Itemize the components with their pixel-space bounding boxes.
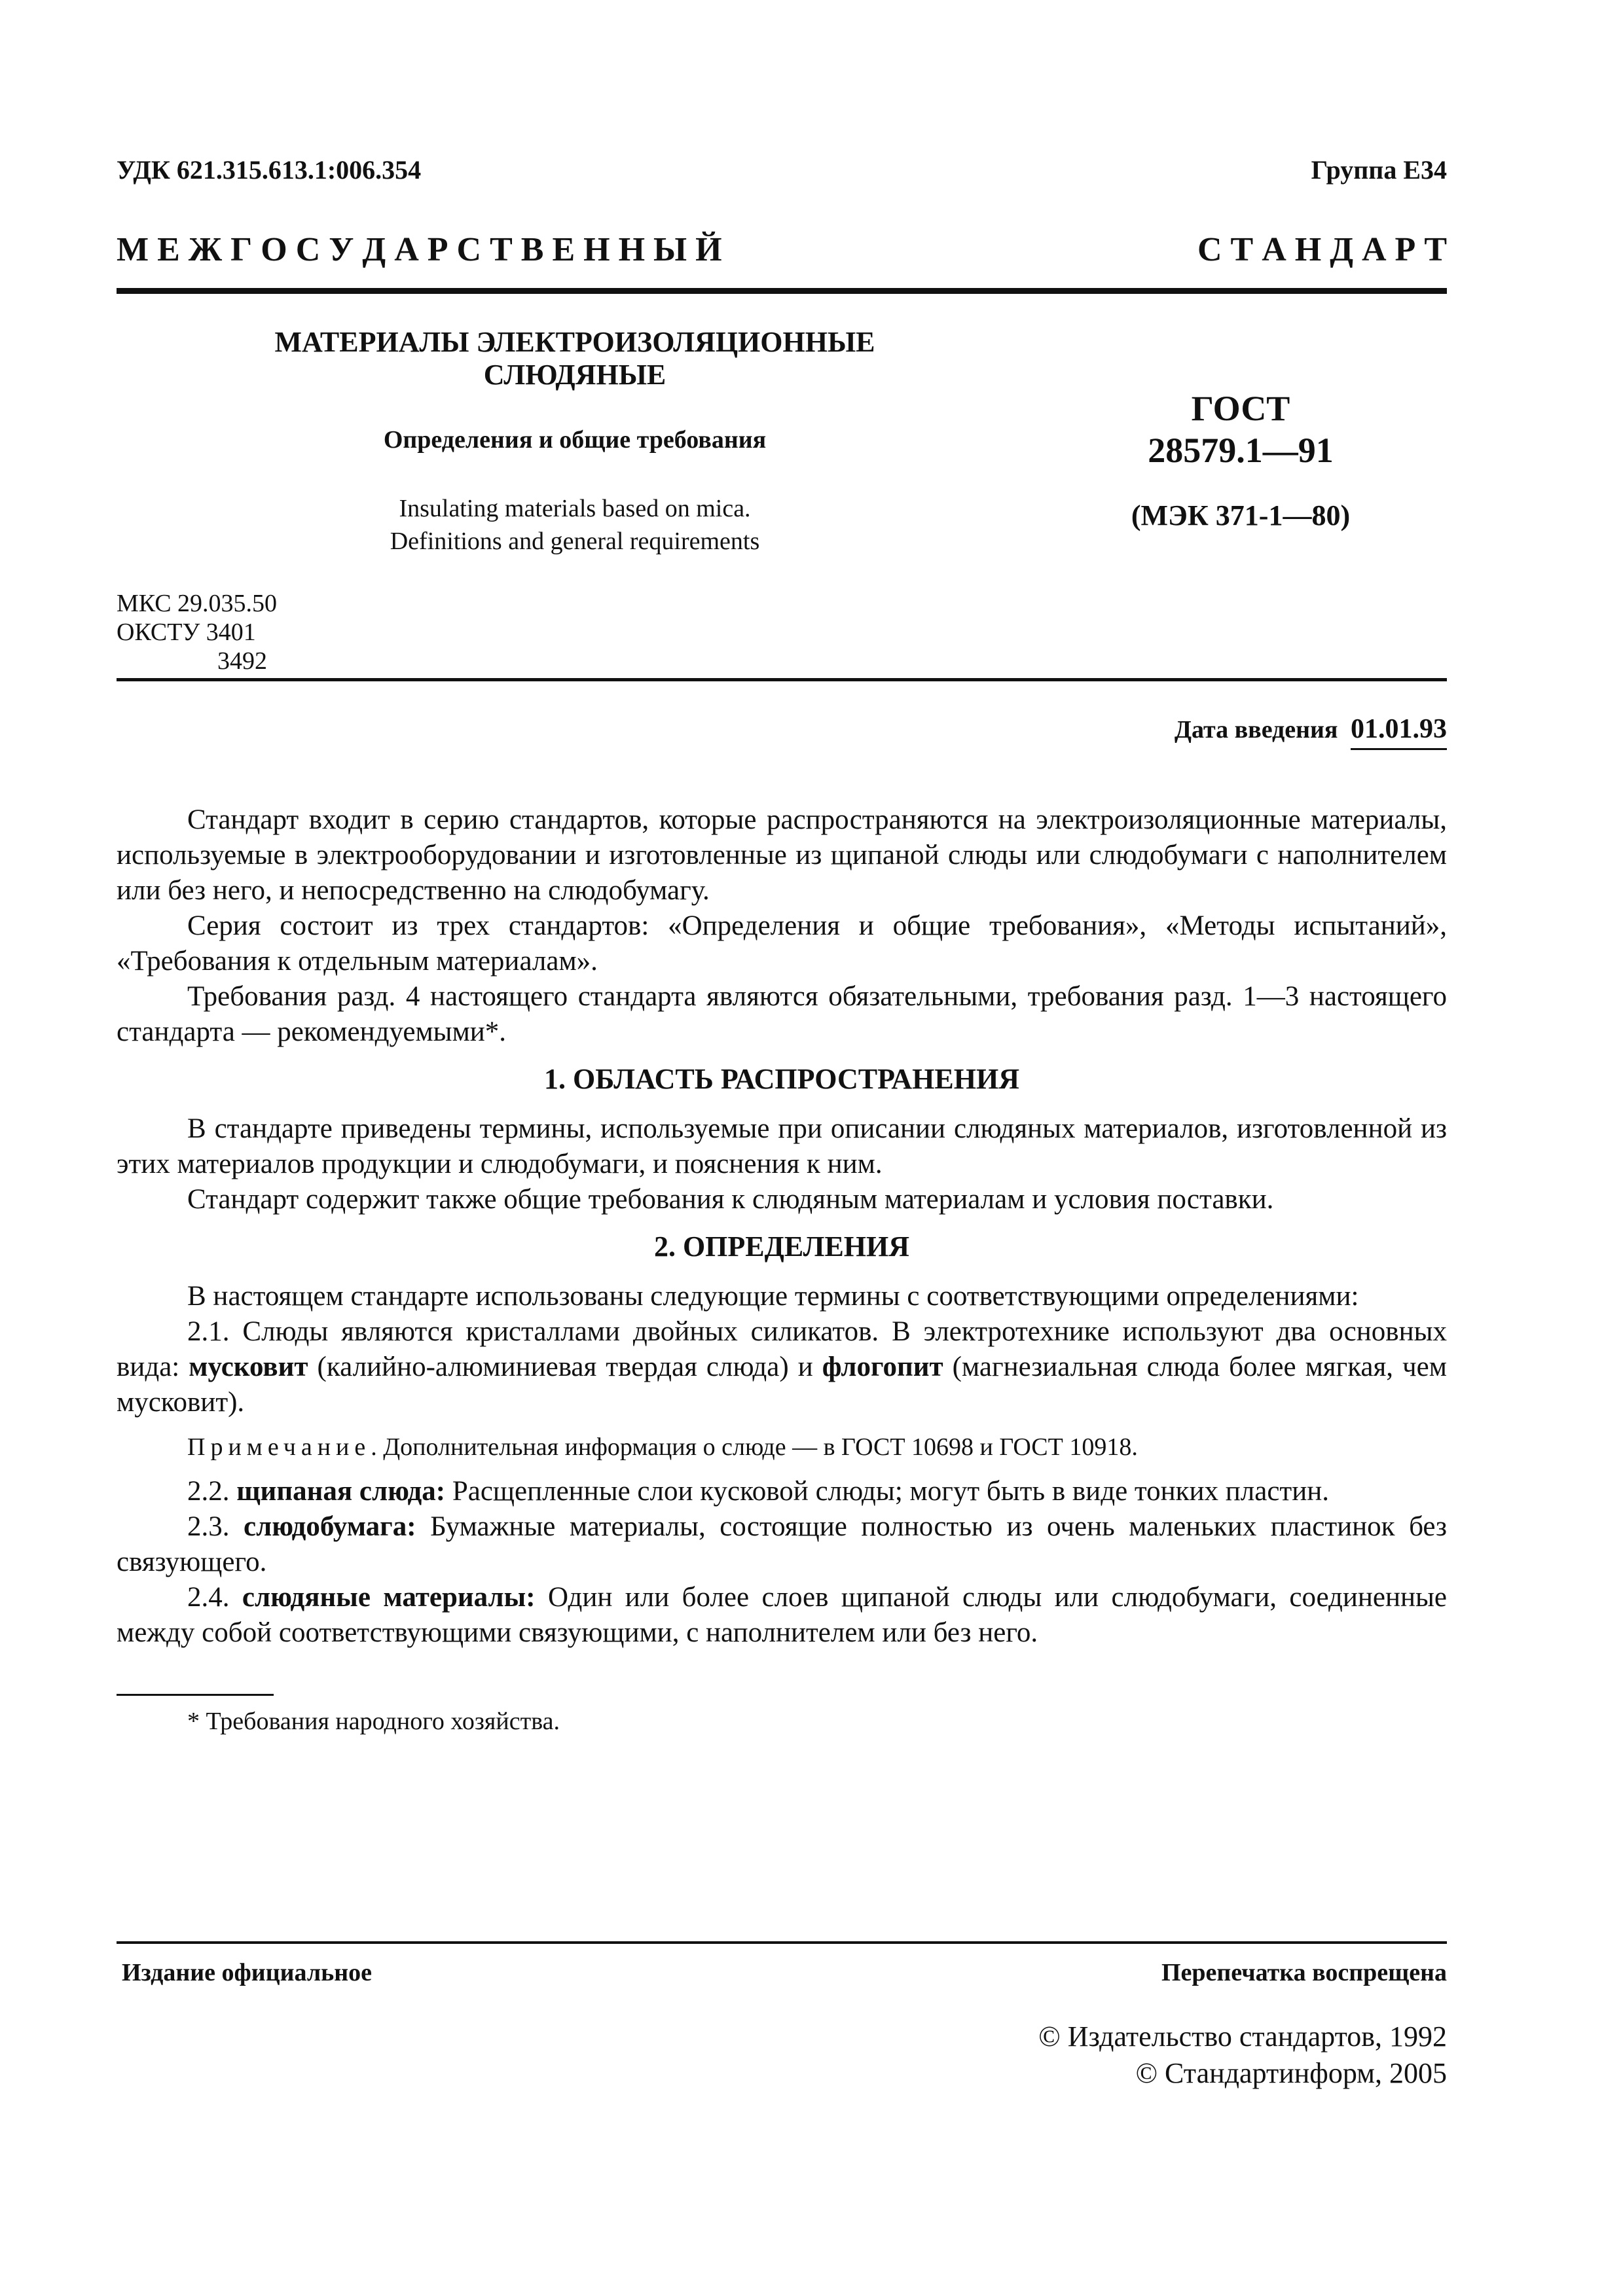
term-mica-paper: слюдобумага:	[244, 1511, 416, 1542]
document-body	[117, 802, 1447, 1651]
copyright-line-2: © Стандартинформ, 2005	[1135, 2057, 1447, 2089]
group-code: Группа Е34	[1311, 155, 1447, 185]
footnote: * Требования народного хозяйства.	[187, 1708, 560, 1735]
document-title	[117, 326, 1033, 391]
term-split-mica: щипаная слюда:	[236, 1476, 446, 1507]
note-label: Примечание	[187, 1433, 371, 1461]
gost-label: ГОСТ	[1191, 389, 1290, 428]
english-title-line-2: Definitions and general requirements	[390, 528, 760, 555]
official-edition: Издание официальное	[122, 1959, 373, 1986]
term-mica-materials: слюдяные материалы:	[242, 1582, 536, 1613]
date-value: 01.01.93	[1351, 714, 1447, 750]
footer-rule	[117, 1941, 1447, 1944]
header-bottom-rule	[117, 678, 1447, 681]
reprint-prohibited: Перепечатка воспрещена	[1161, 1959, 1447, 1986]
section-2-heading: 2. ОПРЕДЕЛЕНИЯ	[653, 1230, 910, 1263]
note-paragraph	[117, 1429, 1447, 1465]
okstu-code-1: ОКСТУ 3401	[117, 619, 256, 646]
clause-2-1-text-c: (магнезиальная слюда более мягкая, чем мусковит).	[117, 1352, 1447, 1418]
udk-code: УДК 621.315.613.1:006.354	[117, 155, 422, 185]
iec-designation: (МЭК 371-1—80)	[1131, 499, 1351, 531]
footnote-rule	[117, 1694, 274, 1696]
banner-word-standard: С Т А Н Д А Р Т	[1197, 231, 1447, 268]
date-label: Дата введения	[1174, 716, 1338, 744]
clause-2-4-number: 2.4.	[187, 1582, 242, 1613]
clause-2-3	[117, 1509, 1447, 1580]
clause-2-1-text-b: (калийно-алюминиевая твердая слюда) и	[308, 1352, 822, 1382]
section-1-paragraph-2: Стандарт содержит также общие требования к слюдяным материалам и условия поставки.	[187, 1184, 1274, 1215]
intro-paragraph-3: Требования разд. 4 настоящего стандарта являются обязательными, требования разд. 1—3 настоящего стандарта — рекомендуемыми*.	[117, 981, 1447, 1047]
title-line-1: МАТЕРИАЛЫ ЭЛЕКТРОИЗОЛЯЦИОННЫЕ	[274, 326, 875, 358]
section-1-paragraph-1: В стандарте приведены термины, используемые при описании слюдяных материалов, изготовленной из этих материалов продукции и слюдобумаги, и пояснения к ним.	[117, 1113, 1447, 1179]
clause-2-1	[117, 1314, 1447, 1420]
intro-paragraph-2: Серия состоит из трех стандартов: «Определения и общие требования», «Методы испытаний», «Требования к отдельным материалам».	[117, 910, 1447, 977]
term-phlogopite: флогопит	[822, 1352, 943, 1382]
clause-2-4	[117, 1580, 1447, 1651]
gost-number: 28579.1—91	[1148, 431, 1334, 470]
gost-designation	[1034, 387, 1447, 471]
document-subtitle: Определения и общие требования	[383, 426, 767, 454]
english-title	[117, 492, 1033, 558]
copyright-line-1: © Издательство стандартов, 1992	[1038, 2020, 1447, 2053]
standard-type-banner	[117, 230, 1447, 269]
clause-2-3-text: Бумажные материалы, состоящие полностью из очень маленьких пластинок без связующего.	[117, 1511, 1448, 1577]
english-title-line-1: Insulating materials based on mica.	[399, 495, 751, 522]
clause-2-2-text: Расщепленные слои кусковой слюды; могут быть в виде тонких пластин.	[445, 1476, 1330, 1507]
clause-2-2-number: 2.2.	[187, 1476, 237, 1507]
copyright-block	[1038, 2018, 1447, 2092]
section-2-intro: В настоящем стандарте использованы следующие термины с соответствующими определениями:	[187, 1281, 1359, 1312]
note-text: . Дополнительная информация о слюде — в ГОСТ 10698 и ГОСТ 10918.	[371, 1433, 1138, 1461]
classification-codes	[117, 589, 277, 675]
top-thick-rule	[117, 288, 1447, 294]
clause-2-2	[117, 1474, 1447, 1509]
okstu-code-2: 3492	[217, 647, 267, 675]
term-muscovite: мусковит	[189, 1352, 308, 1382]
clause-2-1-text-a: 2.1. Слюды являются кристаллами двойных силикатов. В электротехнике используют два основных вида:	[117, 1316, 1447, 1382]
clause-2-4-text: Один или более слоев щипаной слюды или слюдобумаги, соединенные между собой соответствующими связующими, с наполнителем или без него.	[117, 1582, 1448, 1648]
banner-word-interstate: М Е Ж Г О С У Д А Р С Т В Е Н Н Ы Й	[117, 231, 722, 268]
title-line-2: СЛЮДЯНЫЕ	[483, 359, 666, 391]
intro-paragraph-1: Стандарт входит в серию стандартов, которые распространяются на электроизоляционные материалы, используемые в электрооборудовании и изготовленные из щипаной слюды или слюдобумаги с наполнителем или без него, и непосредственно на слюдобумагу.	[117, 804, 1447, 906]
section-1-heading: 1. ОБЛАСТЬ РАСПРОСТРАНЕНИЯ	[544, 1063, 1019, 1095]
introduction-date	[1175, 713, 1447, 745]
mks-code: МКС 29.035.50	[117, 590, 278, 617]
clause-2-3-number: 2.3.	[187, 1511, 244, 1542]
